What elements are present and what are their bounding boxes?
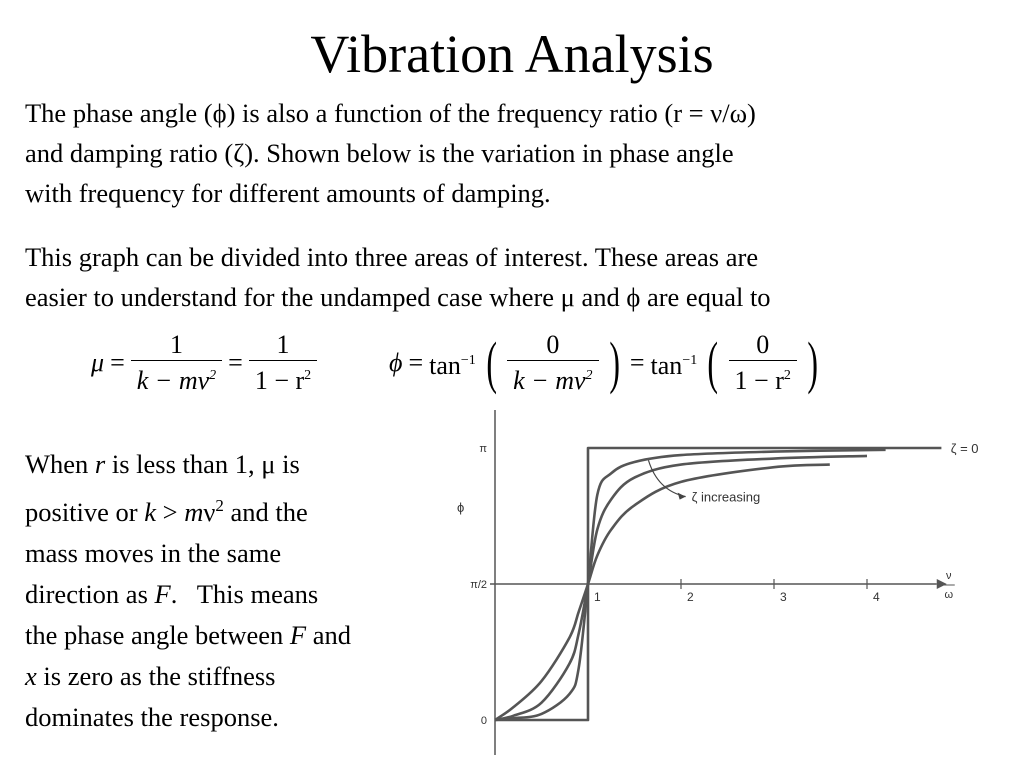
denominator [131, 360, 222, 396]
exponent: 2 [585, 368, 593, 383]
right-paren: ) [807, 330, 818, 395]
inverse-exponent: −1 [682, 352, 698, 368]
tan-function [429, 346, 476, 381]
explanation-text [25, 444, 465, 738]
annotation-zeta-increasing: ζ increasing [691, 489, 761, 505]
equals-sign: = [408, 348, 424, 377]
y-tick-label: 0 [480, 715, 487, 727]
x-axis-label-num: ν [946, 569, 952, 582]
equals-sign: = [110, 348, 125, 377]
right-paren: ) [608, 330, 620, 395]
equation-phi [386, 330, 825, 410]
zeta-zero-label: ζ = 0 [950, 440, 979, 456]
numerator: 1 [276, 330, 290, 359]
inverse-exponent: −1 [460, 352, 476, 368]
equals-sign: = [228, 348, 243, 377]
tan-function [651, 346, 698, 381]
equation-mu [88, 330, 320, 410]
paragraph-line: with frequency for different amounts of damping. [25, 178, 551, 208]
fraction [507, 330, 598, 396]
paragraph-line: This graph can be divided into three areas of interest. These areas are [25, 242, 759, 272]
paragraph-phase-angle [25, 93, 1010, 213]
text-line: dominates the response. [25, 701, 279, 732]
var-nu: ν [203, 496, 216, 527]
numerator: 0 [546, 330, 560, 359]
text-run: > [156, 496, 185, 527]
slide-title: Vibration Analysis [310, 24, 714, 84]
paragraph-line: easier to understand for the undamped case where μ and ϕ are equal to [25, 282, 771, 312]
text-line [25, 615, 465, 656]
text-run: and [306, 619, 351, 650]
text-run: the phase angle between [25, 619, 290, 650]
numerator: 1 [169, 330, 183, 359]
paragraph-line: The phase angle (ϕ) is also a function of the frequency ratio (r = ν/ω) [25, 98, 756, 128]
exponent: 2 [209, 368, 217, 383]
text-run: and the [223, 496, 308, 527]
text-run: When [25, 449, 95, 479]
mu-symbol: μ [91, 348, 105, 377]
left-paren: ( [486, 330, 497, 395]
var-r: r [94, 449, 106, 479]
text-run: is zero as the stiffness [36, 660, 276, 691]
text-run: direction as [25, 578, 155, 609]
denominator-text: 1 − r [734, 366, 784, 395]
text-run: . This means [170, 578, 319, 609]
denominator-text: k − mν [513, 366, 586, 395]
var-F: F [154, 578, 171, 609]
y-tick-label: π [479, 442, 487, 455]
x-tick-label: 4 [873, 589, 880, 604]
text-line [25, 444, 465, 485]
text-line [25, 574, 465, 615]
tan-label: tan [429, 350, 461, 380]
denominator [507, 360, 598, 396]
text-line [25, 485, 465, 533]
paragraph-three-areas [25, 237, 1010, 317]
numerator: 0 [756, 330, 770, 359]
var-m: m [184, 496, 204, 527]
denominator-text: 1 − r [254, 366, 305, 395]
tan-label: tan [650, 350, 683, 380]
var-F: F [289, 619, 307, 650]
y-tick-label: π/2 [470, 578, 487, 591]
var-x: x [25, 660, 37, 691]
exponent: 2 [783, 368, 791, 383]
exponent: 2 [304, 368, 312, 383]
series-line [495, 450, 886, 720]
text-run: is less than 1, μ is [105, 449, 300, 479]
paragraph-line: and damping ratio (ζ). Shown below is the variation in phase angle [25, 138, 734, 168]
left-paren: ( [707, 330, 719, 395]
x-tick-label: 2 [687, 589, 694, 604]
denominator-text: k − mν [136, 366, 210, 395]
denominator [729, 360, 797, 396]
text-line [25, 656, 465, 697]
x-tick-label: 1 [594, 589, 601, 604]
text-line: mass moves in the same [25, 537, 282, 568]
x-axis-label-den: ω [944, 588, 954, 601]
x-tick-label: 3 [780, 589, 787, 604]
annotation-arrowhead [678, 493, 686, 500]
superscript: 2 [215, 496, 224, 515]
fraction [729, 330, 797, 396]
fraction [131, 330, 222, 396]
text-run: positive or [25, 496, 145, 527]
var-k: k [144, 496, 157, 527]
denominator [249, 360, 317, 396]
y-axis-label: ϕ [457, 500, 465, 516]
phase-angle-chart [455, 405, 1015, 760]
equals-sign: = [629, 348, 645, 377]
phi-symbol: ϕ [389, 348, 403, 377]
fraction [249, 330, 317, 396]
